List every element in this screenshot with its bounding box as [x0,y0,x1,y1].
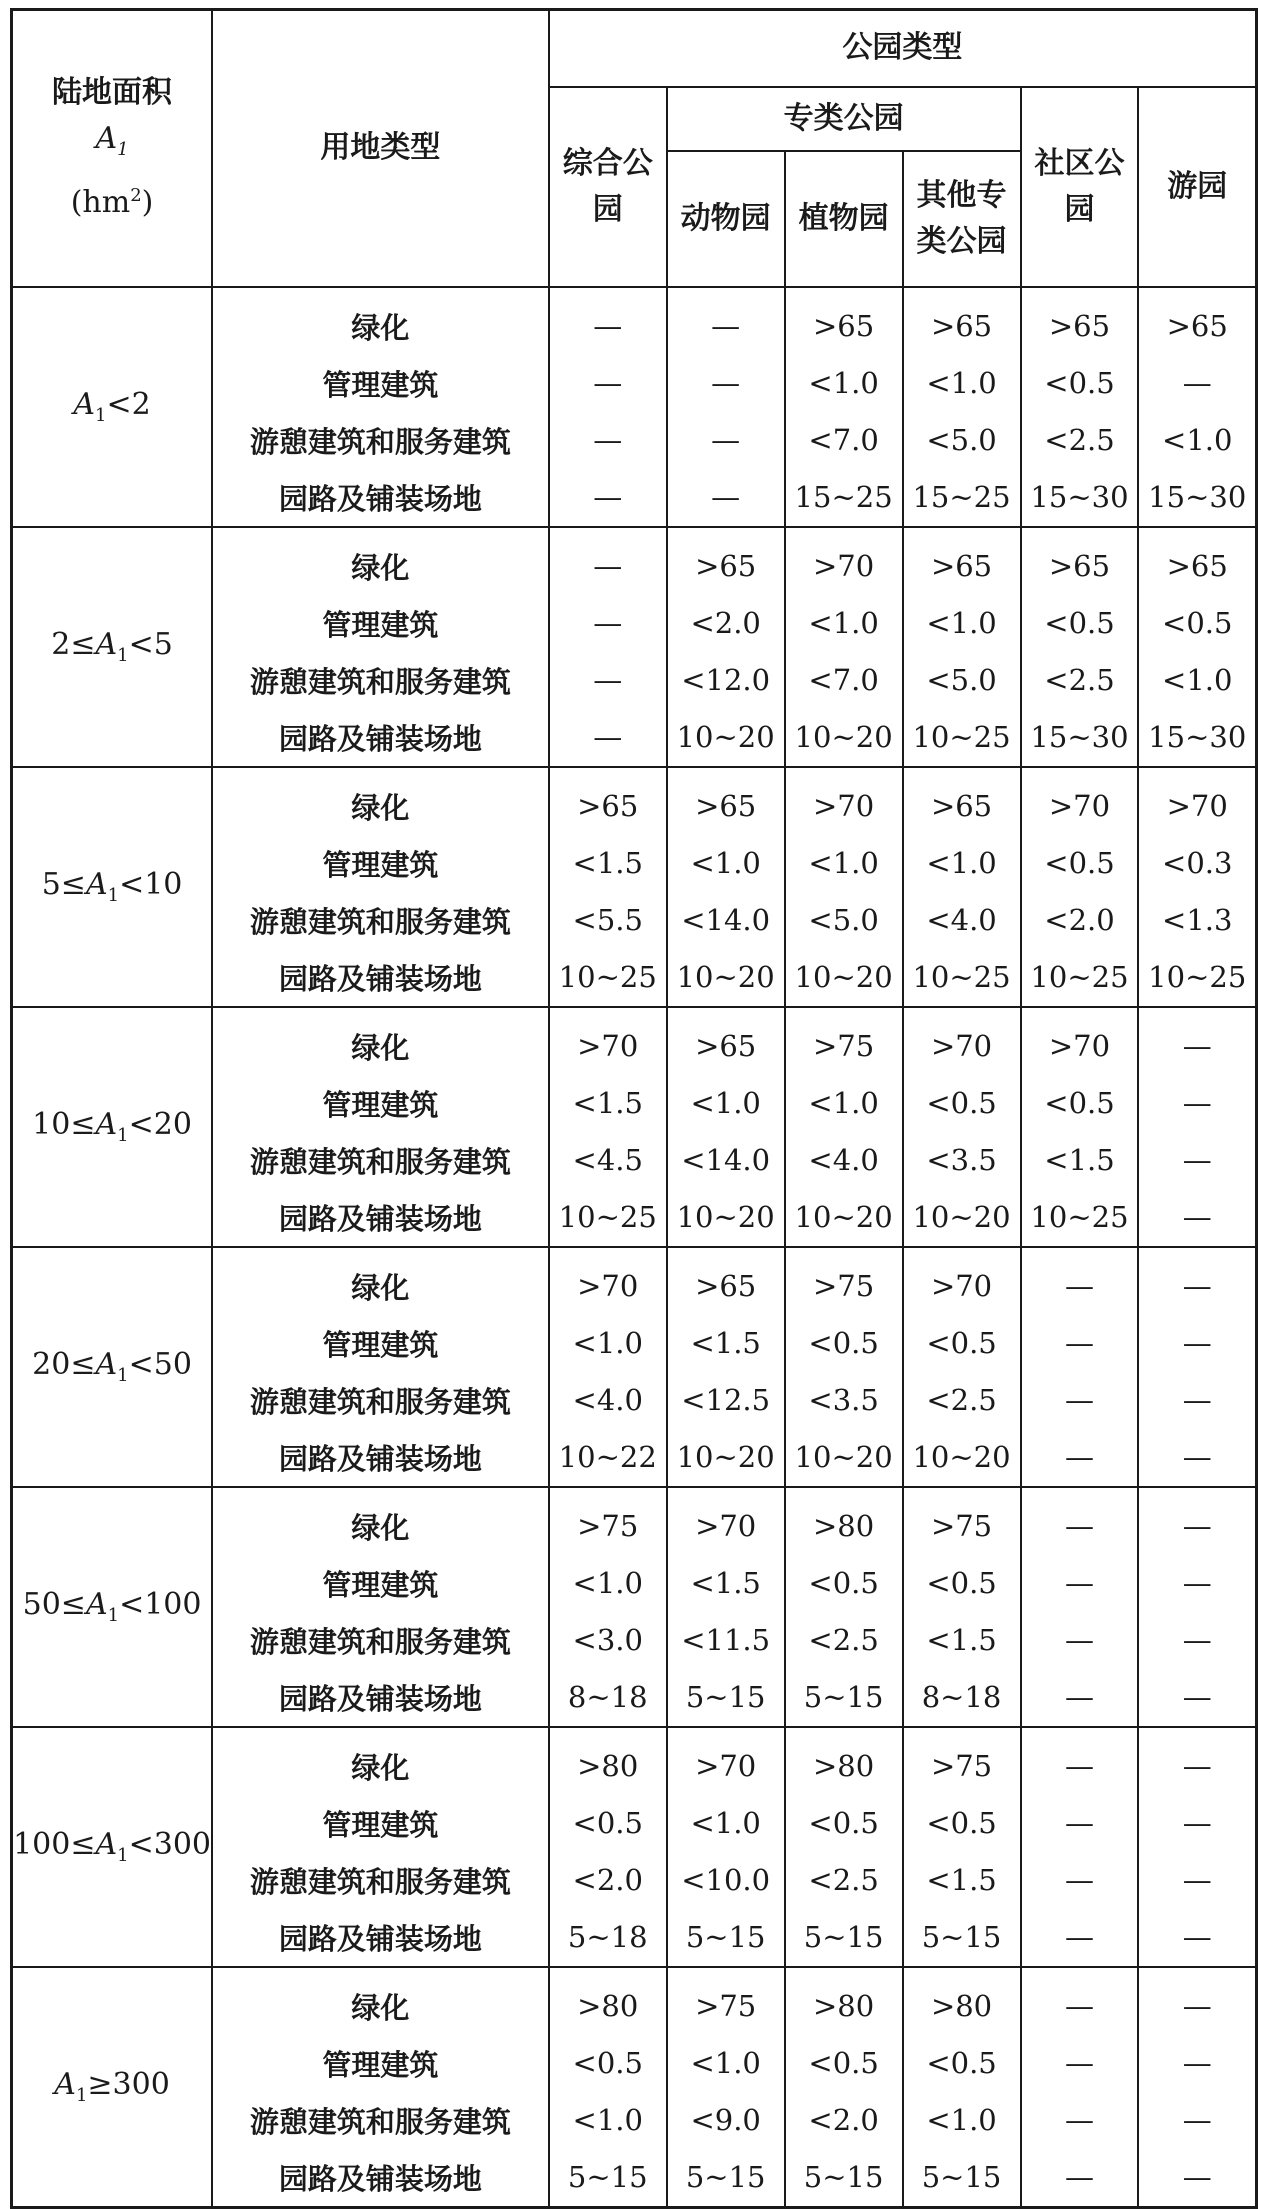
ratio-cell: >75 [785,1247,903,1315]
land-type-label: 游憩建筑和服务建筑 [212,2092,549,2149]
ratio-cell: >80 [785,1967,903,2035]
ratio-cell: >65 [785,287,903,355]
ratio-cell: <1.0 [785,835,903,892]
ratio-cell: <1.5 [903,1612,1021,1669]
land-type-label: 绿化 [212,1247,549,1315]
table-body [12,287,1257,2208]
ratio-cell: >70 [549,1007,667,1075]
ratio-cell: <2.0 [667,595,785,652]
land-type-label: 管理建筑 [212,1315,549,1372]
header-special-park: 专类公园 [667,87,1021,151]
header-community-park: 社区公园 [1021,87,1139,287]
ratio-cell: 5~15 [549,2149,667,2208]
land-area-range: $A_1\ge 300$ [12,1967,213,2208]
ratio-cell: <1.5 [667,1555,785,1612]
ratio-cell: — [1138,1007,1256,1075]
ratio-cell: 10~25 [549,1189,667,1247]
ratio-cell: <1.0 [549,1315,667,1372]
header-land-area [12,10,213,287]
ratio-cell: — [1138,355,1256,412]
land-type-label: 管理建筑 [212,355,549,412]
ratio-cell: >65 [549,767,667,835]
ratio-cell: >70 [785,527,903,595]
table-row [12,1487,1257,1555]
ratio-cell: 15~30 [1138,709,1256,767]
land-type-label: 管理建筑 [212,2035,549,2092]
land-type-label: 绿化 [212,1007,549,1075]
ratio-cell: 5~15 [903,1909,1021,1967]
ratio-cell: <3.5 [785,1372,903,1429]
ratio-cell: — [1138,1795,1256,1852]
ratio-cell: <1.5 [549,835,667,892]
ratio-cell: <2.5 [785,1852,903,1909]
ratio-cell: 10~25 [903,949,1021,1007]
ratio-cell: >65 [1138,527,1256,595]
ratio-cell: — [1021,1247,1139,1315]
ratio-cell: — [1138,1967,1256,2035]
ratio-cell: 5~15 [667,1669,785,1727]
ratio-cell: <0.5 [549,2035,667,2092]
land-type-label: 管理建筑 [212,835,549,892]
ratio-cell: <0.5 [785,2035,903,2092]
ratio-cell: <4.0 [785,1132,903,1189]
ratio-cell: <1.0 [1138,412,1256,469]
ratio-cell: — [549,355,667,412]
ratio-cell: >80 [903,1967,1021,2035]
ratio-cell: 10~25 [1138,949,1256,1007]
ratio-cell: <2.0 [1021,892,1139,949]
ratio-cell: — [1021,1727,1139,1795]
ratio-cell: <5.0 [903,412,1021,469]
ratio-cell: >70 [667,1727,785,1795]
land-type-label: 绿化 [212,527,549,595]
ratio-cell: — [1138,1727,1256,1795]
land-type-label: 游憩建筑和服务建筑 [212,1372,549,1429]
land-type-label: 绿化 [212,1967,549,2035]
ratio-cell: 10~20 [667,709,785,767]
ratio-cell: >80 [785,1487,903,1555]
document-page [10,8,1258,2209]
ratio-cell: 8~18 [549,1669,667,1727]
land-type-label: 园路及铺装场地 [212,1909,549,1967]
ratio-cell: >65 [903,527,1021,595]
ratio-cell: <0.5 [1021,355,1139,412]
ratio-cell: >70 [1138,767,1256,835]
ratio-cell: >75 [549,1487,667,1555]
ratio-cell: <1.0 [903,355,1021,412]
ratio-cell: <7.0 [785,652,903,709]
ratio-cell: — [549,709,667,767]
table-row [12,527,1257,595]
land-area-range: $100\le A_1<300$ [12,1727,213,1967]
ratio-cell: >65 [667,767,785,835]
table-row [12,1727,1257,1795]
ratio-cell: — [549,652,667,709]
ratio-cell: <1.0 [667,1075,785,1132]
ratio-cell: <1.0 [785,355,903,412]
ratio-cell: >70 [1021,767,1139,835]
land-type-label: 园路及铺装场地 [212,2149,549,2208]
ratio-cell: >65 [1021,527,1139,595]
land-type-label: 绿化 [212,1487,549,1555]
ratio-cell: >75 [903,1727,1021,1795]
land-type-label: 园路及铺装场地 [212,1669,549,1727]
ratio-cell: <0.5 [1138,595,1256,652]
table-row [12,287,1257,355]
ratio-cell: — [1138,1852,1256,1909]
ratio-cell: >75 [785,1007,903,1075]
ratio-cell: 10~20 [903,1429,1021,1487]
ratio-cell: 10~20 [667,1189,785,1247]
table-row [12,1007,1257,1075]
land-type-label: 园路及铺装场地 [212,709,549,767]
ratio-cell: — [549,595,667,652]
ratio-cell: <1.0 [785,1075,903,1132]
header-comprehensive-park: 综合公园 [549,87,667,287]
ratio-cell: — [1021,1669,1139,1727]
ratio-cell: <0.5 [1021,1075,1139,1132]
ratio-cell: <4.0 [549,1372,667,1429]
ratio-cell: 10~25 [1021,1189,1139,1247]
ratio-cell: 15~30 [1021,709,1139,767]
ratio-cell: 15~30 [1021,469,1139,527]
land-type-label: 游憩建筑和服务建筑 [212,1132,549,1189]
ratio-cell: <0.5 [1021,835,1139,892]
park-land-use-table [10,8,1258,2209]
ratio-cell: <2.5 [785,1612,903,1669]
ratio-cell: — [1021,2035,1139,2092]
ratio-cell: <9.0 [667,2092,785,2149]
ratio-cell: >65 [903,287,1021,355]
ratio-cell: — [1021,1429,1139,1487]
header-land-type: 用地类型 [212,10,549,287]
ratio-cell: <11.5 [667,1612,785,1669]
ratio-cell: <12.5 [667,1372,785,1429]
ratio-cell: <0.5 [903,1555,1021,1612]
ratio-cell: >70 [785,767,903,835]
ratio-cell: — [1138,2035,1256,2092]
ratio-cell: <4.0 [903,892,1021,949]
ratio-cell: — [1138,1075,1256,1132]
land-type-label: 管理建筑 [212,1795,549,1852]
land-type-label: 游憩建筑和服务建筑 [212,412,549,469]
ratio-cell: — [1021,1372,1139,1429]
ratio-cell: <1.0 [903,835,1021,892]
table-row [12,1967,1257,2035]
header-other-special-park: 其他专类公园 [903,151,1021,287]
ratio-cell: — [1021,1612,1139,1669]
ratio-cell: <14.0 [667,892,785,949]
land-type-label: 绿化 [212,767,549,835]
ratio-cell: <0.5 [549,1795,667,1852]
ratio-cell: >65 [667,1007,785,1075]
land-type-label: 绿化 [212,1727,549,1795]
land-type-label: 游憩建筑和服务建筑 [212,1852,549,1909]
land-type-label: 管理建筑 [212,595,549,652]
ratio-cell: — [1021,1315,1139,1372]
ratio-cell: — [667,355,785,412]
ratio-cell: <0.5 [903,1795,1021,1852]
ratio-cell: >80 [549,1727,667,1795]
table-row [12,767,1257,835]
land-type-label: 管理建筑 [212,1075,549,1132]
ratio-cell: <5.5 [549,892,667,949]
ratio-cell: <1.0 [667,1795,785,1852]
ratio-cell: <5.0 [785,892,903,949]
ratio-cell: — [1138,1372,1256,1429]
ratio-cell: <7.0 [785,412,903,469]
ratio-cell: 15~25 [903,469,1021,527]
land-type-label: 游憩建筑和服务建筑 [212,652,549,709]
ratio-cell: <2.5 [1021,652,1139,709]
header-botanical-garden: 植物园 [785,151,903,287]
ratio-cell: <2.5 [1021,412,1139,469]
ratio-cell: 5~15 [785,1909,903,1967]
ratio-cell: — [549,412,667,469]
ratio-cell: 5~18 [549,1909,667,1967]
ratio-cell: <0.5 [785,1315,903,1372]
ratio-cell: — [1138,1247,1256,1315]
ratio-cell: <0.3 [1138,835,1256,892]
ratio-cell: <10.0 [667,1852,785,1909]
ratio-cell: >70 [667,1487,785,1555]
ratio-cell: 10~20 [903,1189,1021,1247]
ratio-cell: — [1021,1967,1139,2035]
ratio-cell: — [1021,1909,1139,1967]
ratio-cell: <1.0 [903,595,1021,652]
ratio-cell: — [1021,2149,1139,2208]
land-area-range: $A_1<2$ [12,287,213,527]
ratio-cell: 5~15 [667,1909,785,1967]
header-land-area-unit: $(hm^2)$ [70,185,154,221]
land-type-label: 管理建筑 [212,1555,549,1612]
ratio-cell: 5~15 [667,2149,785,2208]
ratio-cell: — [1021,2092,1139,2149]
ratio-cell: <5.0 [903,652,1021,709]
ratio-cell: — [1138,1189,1256,1247]
ratio-cell: <1.0 [549,1555,667,1612]
ratio-cell: <3.5 [903,1132,1021,1189]
ratio-cell: — [1138,1555,1256,1612]
ratio-cell: — [1138,1429,1256,1487]
ratio-cell: >65 [667,527,785,595]
ratio-cell: <1.0 [667,2035,785,2092]
ratio-cell: <0.5 [1021,595,1139,652]
land-type-label: 游憩建筑和服务建筑 [212,1612,549,1669]
ratio-cell: — [1138,1315,1256,1372]
ratio-cell: — [667,412,785,469]
ratio-cell: <0.5 [903,1075,1021,1132]
land-area-range: $50\le A_1<100$ [12,1487,213,1727]
ratio-cell: — [1138,1909,1256,1967]
ratio-cell: 10~22 [549,1429,667,1487]
ratio-cell: >75 [667,1967,785,2035]
ratio-cell: 10~20 [785,709,903,767]
ratio-cell: 15~25 [785,469,903,527]
header-park-type: 公园类型 [549,10,1257,87]
ratio-cell: 10~20 [667,949,785,1007]
header-land-area-symbol: $A_1$ [95,121,129,161]
ratio-cell: — [1021,1852,1139,1909]
land-type-label: 园路及铺装场地 [212,1189,549,1247]
ratio-cell: <1.3 [1138,892,1256,949]
ratio-cell: — [1138,2149,1256,2208]
ratio-cell: <3.0 [549,1612,667,1669]
land-type-label: 园路及铺装场地 [212,949,549,1007]
ratio-cell: <1.5 [549,1075,667,1132]
ratio-cell: 5~15 [785,2149,903,2208]
ratio-cell: 10~20 [667,1429,785,1487]
ratio-cell: >65 [1138,287,1256,355]
ratio-cell: 10~20 [785,1429,903,1487]
land-area-range: $5\le A_1<10$ [12,767,213,1007]
ratio-cell: <1.0 [1138,652,1256,709]
ratio-cell: — [1138,1487,1256,1555]
land-area-range: $2\le A_1<5$ [12,527,213,767]
land-area-range: $20\le A_1<50$ [12,1247,213,1487]
ratio-cell: 10~20 [785,949,903,1007]
land-type-label: 园路及铺装场地 [212,469,549,527]
ratio-cell: — [1138,1132,1256,1189]
table-row [12,1247,1257,1315]
ratio-cell: >75 [903,1487,1021,1555]
ratio-cell: <1.0 [785,595,903,652]
ratio-cell: >80 [785,1727,903,1795]
ratio-cell: <1.0 [667,835,785,892]
ratio-cell: <2.0 [549,1852,667,1909]
ratio-cell: >70 [1021,1007,1139,1075]
ratio-cell: 8~18 [903,1669,1021,1727]
ratio-cell: >65 [667,1247,785,1315]
header-zoo: 动物园 [667,151,785,287]
ratio-cell: 5~15 [903,2149,1021,2208]
ratio-cell: — [1021,1555,1139,1612]
ratio-cell: 10~25 [549,949,667,1007]
ratio-cell: <0.5 [903,1315,1021,1372]
ratio-cell: >65 [1021,287,1139,355]
ratio-cell: — [667,469,785,527]
ratio-cell: <0.5 [785,1555,903,1612]
ratio-cell: <1.5 [1021,1132,1139,1189]
ratio-cell: — [1138,1669,1256,1727]
land-area-range: $10\le A_1<20$ [12,1007,213,1247]
ratio-cell: <1.5 [903,1852,1021,1909]
ratio-cell: — [549,527,667,595]
ratio-cell: <14.0 [667,1132,785,1189]
ratio-cell: 5~15 [785,1669,903,1727]
ratio-cell: — [1138,1612,1256,1669]
ratio-cell: <2.5 [903,1372,1021,1429]
ratio-cell: — [1021,1795,1139,1852]
header-land-area-title: 陆地面积 [52,75,173,111]
ratio-cell: >80 [549,1967,667,2035]
ratio-cell: >70 [549,1247,667,1315]
ratio-cell: >70 [903,1247,1021,1315]
ratio-cell: — [667,287,785,355]
ratio-cell: <2.0 [785,2092,903,2149]
ratio-cell: 15~30 [1138,469,1256,527]
land-type-label: 园路及铺装场地 [212,1429,549,1487]
ratio-cell: <0.5 [785,1795,903,1852]
ratio-cell: 10~20 [785,1189,903,1247]
ratio-cell: 10~25 [1021,949,1139,1007]
ratio-cell: <0.5 [903,2035,1021,2092]
ratio-cell: <1.5 [667,1315,785,1372]
header-garden: 游园 [1138,87,1256,287]
ratio-cell: — [549,469,667,527]
ratio-cell: — [549,287,667,355]
ratio-cell: <12.0 [667,652,785,709]
ratio-cell: <1.0 [549,2092,667,2149]
ratio-cell: 10~25 [903,709,1021,767]
ratio-cell: <4.5 [549,1132,667,1189]
ratio-cell: — [1021,1487,1139,1555]
land-type-label: 游憩建筑和服务建筑 [212,892,549,949]
ratio-cell: — [1138,2092,1256,2149]
ratio-cell: >65 [903,767,1021,835]
ratio-cell: <1.0 [903,2092,1021,2149]
land-type-label: 绿化 [212,287,549,355]
ratio-cell: >70 [903,1007,1021,1075]
